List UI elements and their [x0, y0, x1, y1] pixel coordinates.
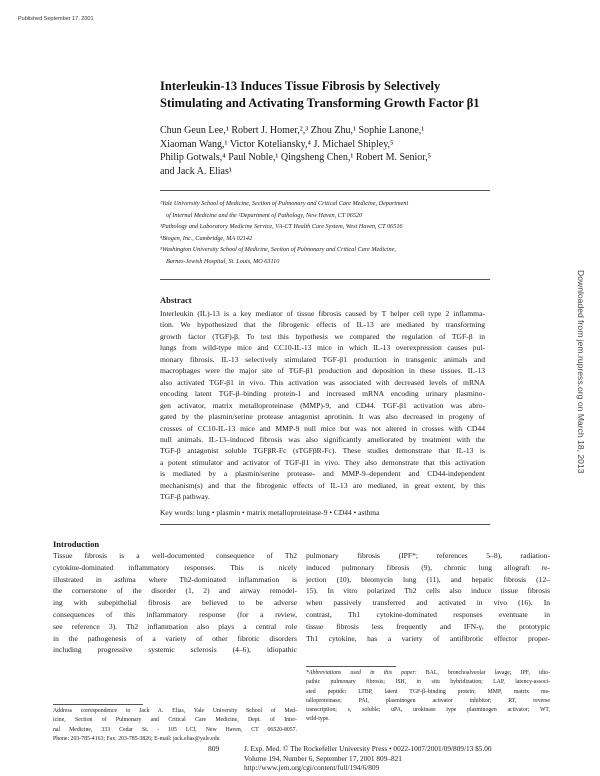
footnote-line: icine, Section of Pulmonary and Critical Care Medicine, Dept. of Inter-: [53, 717, 297, 724]
title-line: Stimulating and Activating Transforming Growth Factor β1: [160, 96, 480, 110]
text-line: pulmonary fibrosis (IPF*; references 5–8), radiation-: [306, 551, 550, 560]
footnote-rule: [53, 704, 143, 705]
abstract-body: [160, 308, 485, 503]
abstract-line: tion. We hypothesized that the fibrogenic effects of IL-13 are mediated by transforming: [160, 320, 485, 330]
text-line: consequences of this inflammatory response (for a review,: [53, 609, 297, 619]
author-line: Xiaoman Wang,¹ Victor Koteliansky,⁴ J. Michael Shipley,⁵: [160, 138, 394, 150]
abstract-line: macrophages were the major site of TGF-β1 production and deposition in these tissues. IL-13: [160, 366, 485, 376]
text-line: the cornerstone of the disorder (1, 2) and airway remodel-: [53, 586, 297, 596]
affiliation-line: ⁵Washington University School of Medicine, Section of Pulmonary and Critical Care Medicine,: [160, 246, 396, 253]
keywords: Key words: lung • plasmin • matrix metalloproteinase-9 • CD44 • asthma: [160, 508, 380, 517]
title-line: Interleukin-13 Induces Tissue Fibrosis by Selectively: [160, 79, 441, 93]
abbreviations-label: *Abbreviations used in this paper:: [306, 670, 417, 676]
footnote-line: wild-type.: [306, 716, 330, 723]
page-number: 809: [208, 744, 220, 753]
abstract-line: lungs from wild-type mice and CC10-IL-13 mice in which IL-13 overexpression causes pul-: [160, 343, 485, 353]
footnote-line: transcription; s, soluble; uPA, urokinase type plasminogen activator; WT,: [306, 707, 550, 714]
intro-column-left: [53, 550, 297, 656]
intro-column-right: [306, 550, 550, 644]
author-line: and Jack A. Elias¹: [160, 165, 232, 177]
text-line: Th1 cytokine, has a variety of antifibrotic effector proper-: [306, 633, 550, 643]
abstract-line: a potent stimulator and activator of TGF-β1 in vivo. They also demonstrate that this activation: [160, 457, 485, 467]
text-line: illustrated in asthma where Th2-dominated inflammation is: [53, 574, 297, 584]
affiliation-line: of Internal Medicine and the ²Department of Pathology, New Haven, CT 06520: [166, 211, 363, 219]
footnote-rule: [306, 666, 396, 667]
journal-citation: [244, 744, 492, 773]
abbreviations-footnote: [306, 669, 550, 725]
download-watermark: Downloaded from jem.rupress.org on March 18, 2013: [576, 270, 586, 474]
affiliation-line: ³Pathology and Laboratory Medicine Service, VA-CT Health Care System, West Haven, CT 06516: [160, 223, 403, 230]
text-line: see reference 3). Th2 inflammation also plays a central role: [53, 621, 297, 631]
abstract-line: null animals. IL-13–induced fibrosis was also significantly ameliorated by treatment with the: [160, 434, 485, 444]
footnote-line: nal Medicine, 333 Cedar St. - 105 LCI, New Haven, CT 06520-8057.: [53, 726, 297, 733]
text-line: when passively transferred and activated in vivo (16). In: [306, 598, 550, 608]
abstract-line: growth factor (TGF)-β. To test this hypothesis we compared the regulation of TGF-β in: [160, 331, 485, 341]
text-line: in the pathogenesis of a variety of other fibrotic disorders: [53, 633, 297, 643]
article-title: [160, 78, 490, 112]
affiliation-line: Barnes-Jewish Hospital, St. Louis, MO 63110: [166, 257, 280, 265]
divider: [160, 279, 490, 280]
abstract-line: TGF-β antagonist soluble TGFβR-Fc (sTGFβR-Fc). These studies demonstrate that IL-13 is: [160, 446, 485, 456]
citation-line[interactable]: http://www.jem.org/cgi/content/full/194/6/809: [244, 763, 380, 773]
divider: [160, 524, 490, 525]
affiliation-line: ⁴Biogen, Inc., Cambridge, MA 02142: [160, 234, 253, 242]
author-line: Philip Gotwals,⁴ Paul Noble,¹ Qingsheng Chen,¹ Robert M. Senior,⁵: [160, 152, 432, 163]
text-line: jection (10), bleomycin lung (11), and hepatic fibrosis (12–: [306, 574, 550, 584]
footnote-line: talloproteinase; PAI, plasminogen activator inhibitor; RT, reverse: [306, 697, 550, 704]
text-line: contrast, Th1 cytokine-dominated responses eventuate in: [306, 609, 550, 619]
author-list: [160, 124, 500, 178]
footnote-line: Phone: 203-785-4163; Fax: 203-785-3826; E-mail: jack.elias@yale.edu: [53, 735, 220, 742]
abstract-heading: Abstract: [160, 295, 192, 305]
footnote-line: [306, 669, 550, 678]
divider: [160, 190, 490, 191]
abstract-line: encoding latent TGF-β–binding protein-1 and increased mRNA encoding urinary plasmino-: [160, 389, 485, 399]
abstract-line: Interleukin (IL)-13 is a key mediator of tissue fibrosis caused by T helper cell type 2 inflamma-: [160, 309, 485, 318]
abstract-line: is mediated by a plasmin/serine protease- and MMP-9–dependent and CD44-independent: [160, 469, 485, 479]
introduction-heading: Introduction: [53, 539, 100, 549]
text-line: ing with subepithelial fibrosis are believed to be adverse: [53, 598, 297, 608]
footnote-text: BAL, bronchoalveolar lavage; IPF, idio-: [416, 670, 550, 676]
abstract-line: crosses of CC10-IL-13 mice and MMP-9 null mice but was not altered in crosses with CD44: [160, 423, 485, 433]
abstract-line: gen activator, matrix metalloproteinase (MMP)-9, and CD44. TGF-β1 activation was abro-: [160, 400, 485, 410]
text-line: cytokine-dominated inflammatory responses. This is nicely: [53, 562, 297, 572]
footnote-line: pathic pulmonary fibrosis; ISH, in situ hybridization; LAP, latency-associ-: [306, 679, 550, 686]
affiliation-line: ¹Yale University School of Medicine, Section of Pulmonary and Critical Care Medicine, Department: [160, 200, 409, 207]
abstract-line: TGF-β pathway.: [160, 492, 210, 502]
text-line: 15). In vitro polarized Th2 cells also induce tissue fibrosis: [306, 586, 550, 596]
author-line: Chun Geun Lee,¹ Robert J. Homer,²,³ Zhou Zhu,¹ Sophie Lanone,¹: [160, 125, 425, 136]
text-line: induced pulmonary fibrosis (9), chronic lung allograft re-: [306, 562, 550, 572]
abstract-line: also activated TGF-β1 in vivo. This activation was associated with decreased levels of mRNA: [160, 377, 485, 387]
correspondence-footnote: [53, 707, 297, 744]
abstract-line: mechanism(s) and that the fibrogenic effects of IL-13 are mediated, in great extent, by this: [160, 480, 485, 490]
abstract-line: monary fibrosis. IL-13 selectively stimulated TGF-β1 production in transgenic animals and: [160, 354, 485, 364]
abstract-line: gated by the plasmin/serine protease antagonist aprotinin. It was also decreased in progeny of: [160, 412, 485, 422]
footnote-line: Address correspondence to Jack A. Elias, Yale University School of Med-: [53, 708, 297, 714]
footnote-line: ated peptide; LTBP, latent TGF-β–binding protein; MMP, matrix me-: [306, 688, 550, 695]
citation-line: J. Exp. Med. © The Rockefeller University Press • 0022-1007/2001/09/809/13 $5.00: [244, 744, 492, 753]
text-line: tissue fibrosis less frequently and IFN-γ, the prototypic: [306, 621, 550, 631]
affiliations: [160, 198, 500, 267]
text-line: Tissue fibrosis is a well-documented consequence of Th2: [53, 551, 297, 560]
citation-line: Volume 194, Number 6, September 17, 2001 809–821: [244, 753, 402, 763]
text-line: including progressive systemic sclerosis (4–6), idiopathic: [53, 645, 297, 655]
published-date: Published September 17, 2001: [18, 16, 94, 22]
